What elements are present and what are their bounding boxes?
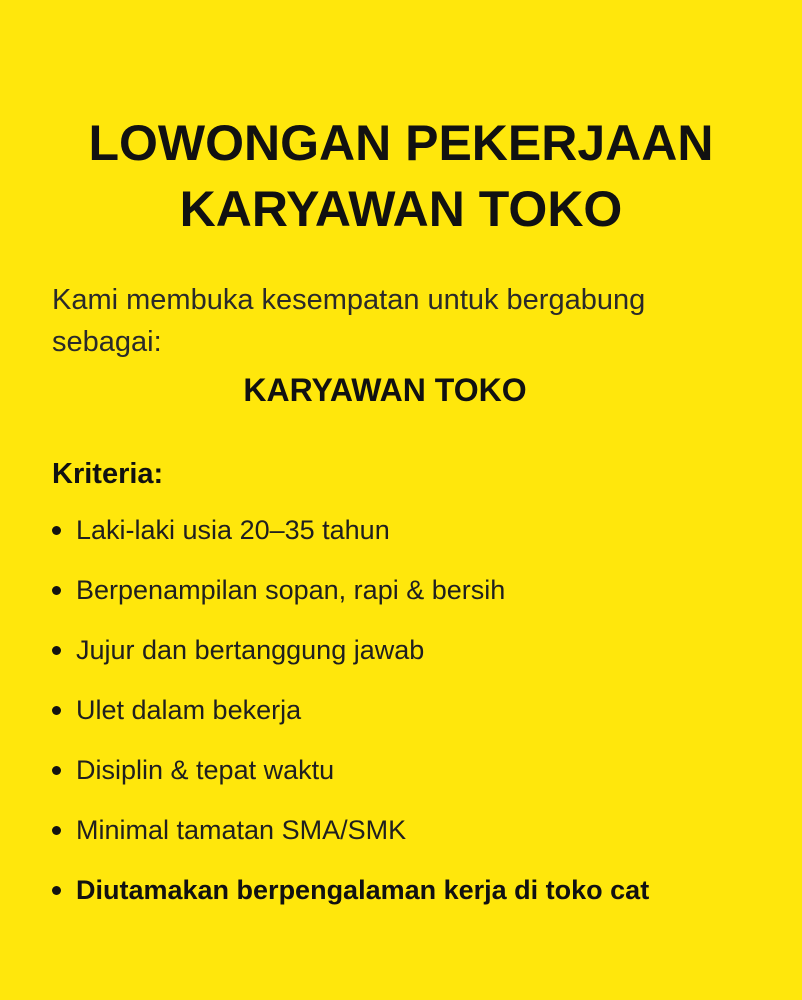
criteria-item-text: Diutamakan berpengalaman kerja di toko cat	[76, 874, 650, 905]
criteria-item	[52, 810, 772, 850]
criteria-item-text: Laki-laki usia 20–35 tahun	[76, 514, 390, 545]
position-title: KARYAWAN TOKO	[243, 372, 527, 408]
criteria-item	[52, 570, 772, 610]
criteria-item	[52, 510, 772, 550]
criteria-list	[52, 510, 772, 930]
intro-text: Kami membuka kesempatan untuk bergabung sebagai:	[52, 284, 646, 358]
bullet-icon	[52, 646, 61, 655]
bullet-icon	[52, 526, 61, 535]
criteria-item-text: Minimal tamatan SMA/SMK	[76, 814, 407, 845]
criteria-item	[52, 750, 772, 790]
criteria-heading: Kriteria:	[52, 458, 164, 490]
criteria-item-text: Berpenampilan sopan, rapi & bersih	[76, 574, 506, 605]
headline	[0, 110, 802, 242]
headline-line-1: LOWONGAN PEKERJAAN	[88, 114, 714, 171]
criteria-item-text: Ulet dalam bekerja	[76, 694, 302, 725]
criteria-item-text: Disiplin & tepat waktu	[76, 754, 335, 785]
headline-line-2: KARYAWAN TOKO	[179, 180, 623, 237]
criteria-item	[52, 690, 772, 730]
bullet-icon	[52, 766, 61, 775]
bullet-icon	[52, 826, 61, 835]
bullet-icon	[52, 886, 61, 895]
bullet-icon	[52, 706, 61, 715]
bullet-icon	[52, 586, 61, 595]
criteria-item	[52, 630, 772, 670]
criteria-item-highlighted	[52, 870, 772, 910]
criteria-item-text: Jujur dan bertanggung jawab	[76, 634, 425, 665]
